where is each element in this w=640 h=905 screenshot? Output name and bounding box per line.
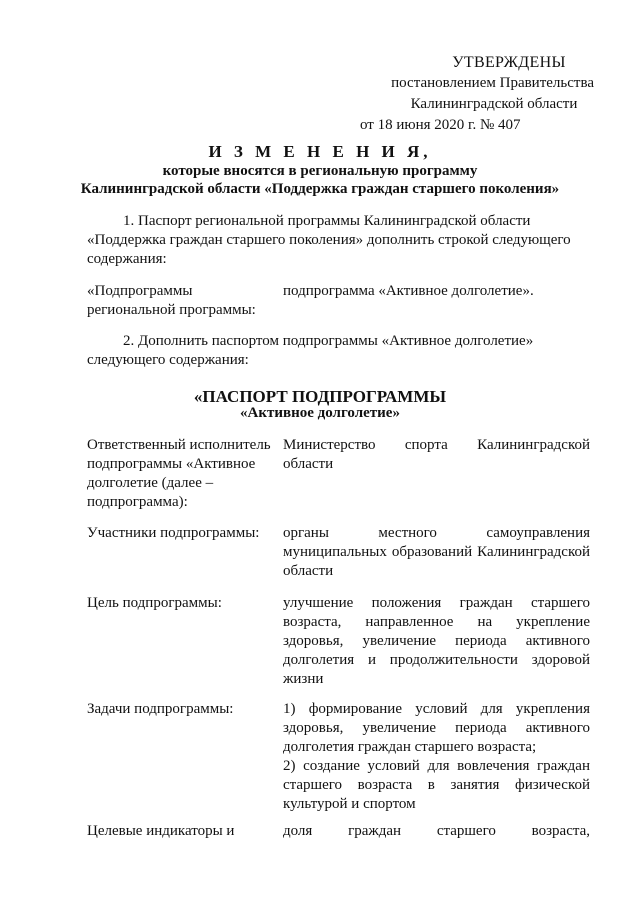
doc-subtitle-1: которые вносятся в региональную программу: [162, 163, 478, 179]
row-participants-value: органы местного самоуправления муниципальных образований Калининградской области: [283, 525, 590, 579]
doc-title: И З М Е Н Е Н И Я,: [208, 142, 432, 161]
item1-paragraph: [87, 212, 592, 269]
subprogram-label-line2: региональной программы:: [87, 302, 256, 318]
row-indicators-value: доля граждан старшего возраста,: [283, 823, 590, 839]
row-responsible-value: Министерство спорта Калининградской области: [283, 437, 590, 472]
approval-line2: постановлением Правительства: [391, 75, 594, 91]
row-tasks-value-2: 2) создание условий для вовлечения граждан старшего возраста в занятия физической культурой и спортом: [283, 758, 590, 812]
approval-date: от 18 июня 2020 г. № 407: [360, 117, 521, 133]
row-participants-label: Участники подпрограммы:: [87, 525, 260, 541]
row-tasks-label: Задачи подпрограммы:: [87, 701, 234, 717]
item2-paragraph: [87, 332, 592, 370]
approval-block: [360, 52, 594, 136]
row-tasks-value-1: 1) формирование условий для укрепления здоровья, увеличение периода активного долголетия граждан старшего возраста;: [283, 701, 590, 755]
subprogram-label-line1: «Подпрограммы: [87, 283, 193, 299]
row-goal-label: Цель подпрограммы:: [87, 595, 222, 611]
doc-subtitle-2: Калининградской области «Поддержка граждан старшего поколения»: [80, 181, 560, 197]
subprogram-row-label: [87, 282, 272, 320]
approval-title: УТВЕРЖДЕНЫ: [452, 54, 566, 71]
passport-title: «ПАСПОРТ ПОДПРОГРАММЫ: [193, 387, 447, 406]
item1-line3: содержания:: [87, 251, 167, 267]
row-tasks-value: [283, 700, 590, 814]
row-indicators-label: Целевые индикаторы и: [87, 823, 235, 839]
approval-line3: Калининградской области: [410, 96, 578, 112]
row-goal-value: улучшение положения граждан старшего возраста, направленное на укрепление здоровья, увеличение периода активного долголетия и продолжительности здоровой жизни: [283, 595, 590, 687]
item2-line1: 2. Дополнить паспортом подпрограммы «Активное долголетие»: [123, 333, 534, 349]
item1-line2: «Поддержка граждан старшего поколения» дополнить строкой следующего: [87, 232, 571, 248]
subprogram-row-value: подпрограмма «Активное долголетие».: [283, 283, 534, 299]
item2-line2: следующего содержания:: [87, 352, 249, 368]
item1-line1: 1. Паспорт региональной программы Калининградской области: [123, 213, 531, 229]
row-responsible-label: Ответственный исполнитель подпрограммы «Активное долголетие (далее – подпрограмма):: [87, 437, 271, 510]
passport-subtitle: «Активное долголетие»: [240, 405, 400, 421]
